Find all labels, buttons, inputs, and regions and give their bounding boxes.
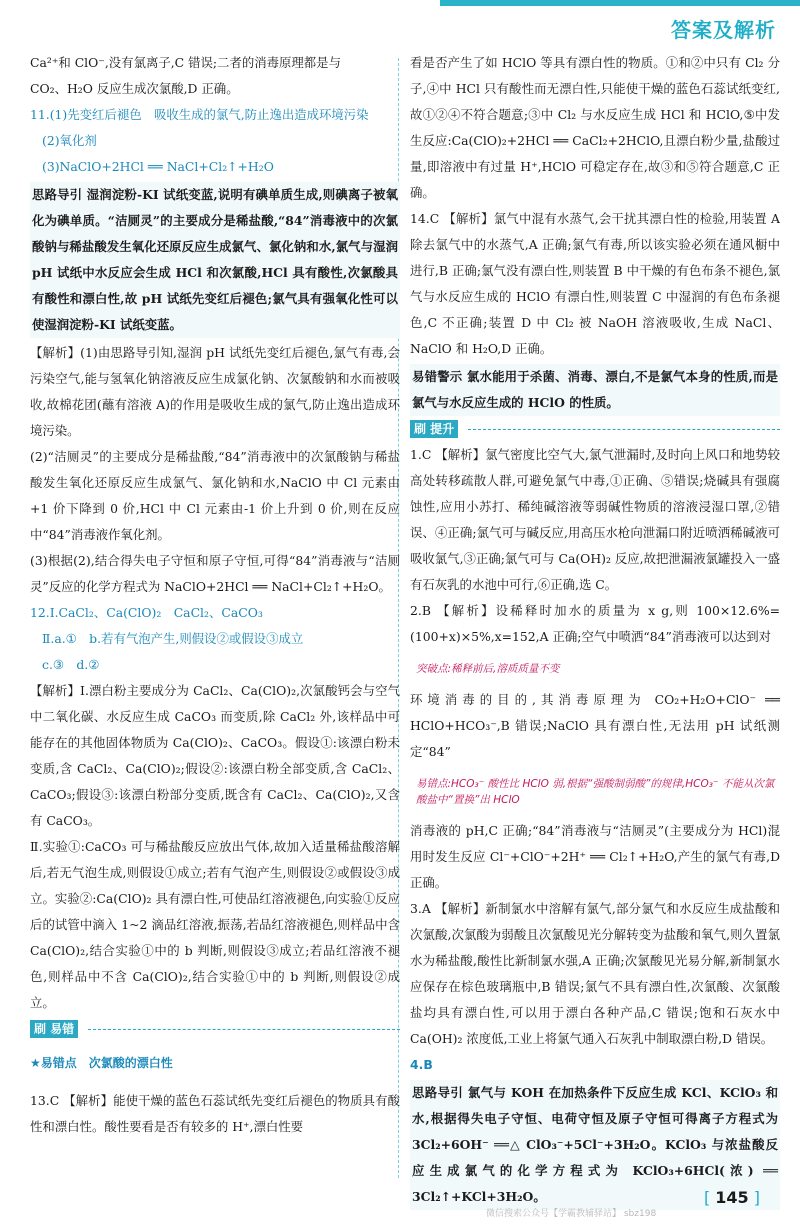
text-paragraph: 环境消毒的目的,其消毒原理为 CO₂+H₂O+ClO⁻ ══ HClO+HCO₃⁻,B 错误;NaClO 具有漂白性,无法用 pH 试纸测定“84” bbox=[410, 692, 780, 759]
text-paragraph: Ca²⁺和 ClO⁻,没有氯离子,C 错误;二者的消毒原理都是与 bbox=[30, 55, 341, 70]
topic-label: ★易错点 次氯酸的漂白性 bbox=[30, 1056, 173, 1070]
hint-box: 思路导引 湿润淀粉-KI 试纸变蓝,说明有碘单质生成,则碘离子被氧化为碘单质。“洁厕灵”的主要成分是稀盐酸,“84”消毒液中的次氯酸钠与稀盐酸发生氧化还原反应生成氯气、氯化钠和水,氯气与湿润 pH 试纸中水反应会生成 HCl 和次氯酸,HCl 具有酸性,次氯酸具有酸性和漂白性,故 pH 试纸先变红后褪色;氯气具有强氧化性可以使湿润淀粉-KI 试纸变蓝。 bbox=[30, 182, 400, 338]
answer-line: (3)NaClO+2HCl ══ NaCl+Cl₂↑+H₂O bbox=[42, 159, 274, 174]
text-paragraph: 【解析】(1)由思路导引知,湿润 pH 试纸先变红后褪色,氯气有毒,会污染空气,能与氢氧化钠溶液反应生成氯化钠、次氯酸钠和水而被吸收,故棉花团(蘸有溶液 A)的作用是吸收生成的氯气,防止逸出造成环境污染。 bbox=[30, 345, 400, 438]
answer-line: Ⅱ.a.① b.若有气泡产生,则假设②或假设③成立 bbox=[42, 631, 304, 646]
text-paragraph: (3)根据(2),结合得失电子守恒和原子守恒,可得“84”消毒液与“洁厕灵”反应的化学方程式为 NaClO+2HCl ══ NaCl+Cl₂↑+H₂O。 bbox=[30, 553, 400, 594]
page-title: 答案及解析 bbox=[671, 18, 776, 42]
text-paragraph: 1.C 【解析】氯气密度比空气大,氯气泄漏时,及时向上风口和地势较高处转移疏散人群,可避免氯气中毒,①正确、⑤错误;烧碱具有强腐蚀性,应用小苏打、稀纯碱溶液等弱碱性物质的溶液浸湿口罩,②错误、④正确;氯气可与碱反应,用高压水枪向泄漏口附近喷洒稀碱液可吸收氯气,③正确;氯气可与 Ca(OH)₂ 反应,故把泄漏液氯罐投入一盛有石灰乳的水池中可行,⑥正确,选 C。 bbox=[410, 447, 780, 592]
margin-note: 易错点:HCO₃⁻ 酸性比 HClO 弱,根据“强酸制弱酸”的规律,HCO₃⁻ 不能从次氯酸盐中“置换”出 HClO bbox=[416, 777, 775, 806]
text-paragraph: 4.B bbox=[410, 1057, 433, 1072]
text-paragraph: 【解析】Ⅰ.漂白粉主要成分为 CaCl₂、Ca(ClO)₂,次氯酸钙会与空气中二氧化碳、水反应生成 CaCO₃ 而变质,除 CaCl₂ 外,该样品中可能存在的其他固体物质为 Ca(ClO)₂、CaCO₃。假设①:该漂白粉未变质,含 CaCl₂、Ca(ClO)₂;假设②:该漂白粉全部变质,含 CaCl₂、CaCO₃;假设③:该漂白粉部分变质,既含有 CaCl₂、Ca(ClO)₂,又含有 CaCO₃。 bbox=[30, 683, 400, 828]
text-paragraph: 13.C 【解析】能使干燥的蓝色石蕊试纸先变红后褪色的物质具有酸性和漂白性。酸性要看是否有较多的 H⁺,漂白性要 bbox=[30, 1093, 400, 1134]
page-header bbox=[0, 0, 800, 48]
text-paragraph: 消毒液的 pH,C 正确;“84”消毒液与“洁厕灵”(主要成分为 HCl)混用时发生反应 Cl⁻+ClO⁻+2H⁺ ══ Cl₂↑+H₂O,产生的氯气有毒,D 正确。 bbox=[410, 823, 780, 890]
page-number-value: 145 bbox=[715, 1188, 749, 1207]
answer-line: (2)氧化剂 bbox=[42, 133, 97, 148]
margin-note: 突破点:稀释前后,溶质质量不变 bbox=[416, 662, 560, 675]
text-paragraph: CO₂、H₂O 反应生成次氯酸,D 正确。 bbox=[30, 81, 239, 96]
answer-line: 12.Ⅰ.CaCl₂、Ca(ClO)₂ CaCl₂、CaCO₃ bbox=[30, 605, 263, 620]
text-paragraph: 2.B 【解析】设稀释时加水的质量为 x g,则 100×12.6%=(100+x)×5%,x=152,A 正确;空气中喷洒“84”消毒液可以达到对 bbox=[410, 603, 780, 644]
section-header bbox=[410, 420, 780, 438]
text-paragraph: 3.A 【解析】新制氯水中溶解有氯气,部分氯气和水反应生成盐酸和次氯酸,次氯酸为弱酸且次氯酸见光分解转变为盐酸和氧气,则久置氯水为稀盐酸,酸性比新制氯水强,A 正确;次氯酸见光易分解,新制氯水应保存在棕色玻璃瓶中,B 错误;氯气不具有漂白性,次氯酸、次氯酸盐均具有漂白性,可以用于漂白各种产品,C 错误;饱和石灰水中 Ca(OH)₂ 浓度低,工业上将氯气通入石灰乳中制取漂白粉,D 错误。 bbox=[410, 901, 780, 1046]
text-paragraph: 14.C 【解析】氯气中混有水蒸气,会干扰其漂白性的检验,用装置 A 除去氯气中的水蒸气,A 正确;氯气有毒,所以该实验必须在通风橱中进行,B 正确;氯气没有漂白性,则装置 B 中干燥的有色布条不褪色,氯气与水反应生成的 HClO 有漂白性,则装置 C 中湿润的有色布条褪色,C 不正确;装置 D 中 Cl₂ 被 NaOH 溶液吸收,生成 NaCl、NaClO 和 H₂O,D 正确。 bbox=[410, 211, 780, 356]
text-paragraph: 看是否产生了如 HClO 等具有漂白性的物质。①和②中只有 Cl₂ 分子,④中 HCl 只有酸性而无漂白性,只能使干燥的蓝色石蕊试纸变红,故①②④不符合题意;③中 Cl₂ 与水反应生成 HCl 和 HClO,⑤中发生反应:Ca(ClO)₂+2HCl ══ CaCl₂+2HClO,且漂白粉少量,盐酸过量,即溶液中有过量 H⁺,HClO 可稳定存在,故③和⑤符合题意,C 正确。 bbox=[410, 55, 780, 200]
hint-box: 思路导引 氯气与 KOH 在加热条件下反应生成 KCl、KClO₃ 和水,根据得失电子守恒、电荷守恒及原子守恒可得离子方程式为 3Cl₂+6OH⁻ ══△ ClO₃⁻+5Cl⁻+3H₂O。KClO₃ 与浓盐酸反应生成氯气的化学方程式为 KClO₃+6HCl(浓) ══ 3Cl₂↑+KCl+3H₂O。 bbox=[410, 1080, 780, 1210]
text-paragraph: Ⅱ.实验①:CaCO₃ 可与稀盐酸反应放出气体,故加入适量稀盐酸溶解后,若无气泡生成,则假设①成立;若有气泡产生,则假设②或假设③成立。实验②:Ca(ClO)₂ 具有漂白性,可使品红溶液褪色,向实验①反应后的试管中滴入 1~2 滴品红溶液,振荡,若品红溶液褪色,则样品中含 Ca(ClO)₂,结合实验①中的 b 判断,则假设③成立;若品红溶液不褪色,则样品中不含 Ca(ClO)₂,结合实验①中的 b 判断,则假设②成立。 bbox=[30, 839, 400, 1010]
section-rule bbox=[468, 429, 780, 430]
text-paragraph: (2)“洁厕灵”的主要成分是稀盐酸,“84”消毒液中的次氯酸钠与稀盐酸发生氧化还原反应生成氯气、氯化钠和水,NaClO 中 Cl 元素由+1 价下降到 0 价,HCl 中 Cl 元素由-1 价上升到 0 价,则在反应中“84”消毒液作氧化剂。 bbox=[30, 449, 400, 542]
header-accent-bar bbox=[440, 0, 800, 6]
page-number: [ 145 ] bbox=[703, 1188, 760, 1207]
footer-watermark: 微信搜索公众号【学霸教辅驿站】 sbz198 bbox=[486, 1209, 657, 1219]
section-header bbox=[30, 1020, 400, 1038]
hint-box: 易错警示 氯水能用于杀菌、消毒、漂白,不是氯气本身的性质,而是氯气与水反应生成的 HClO 的性质。 bbox=[410, 364, 780, 416]
answer-line: c.③ d.② bbox=[42, 657, 100, 672]
left-column bbox=[30, 50, 400, 1180]
section-rule bbox=[88, 1029, 400, 1030]
section-label: 刷 易错 bbox=[30, 1020, 78, 1038]
answer-line: 11.(1)先变红后褪色 吸收生成的氯气,防止逸出造成环境污染 bbox=[30, 107, 369, 122]
section-label: 刷 提升 bbox=[410, 420, 458, 438]
